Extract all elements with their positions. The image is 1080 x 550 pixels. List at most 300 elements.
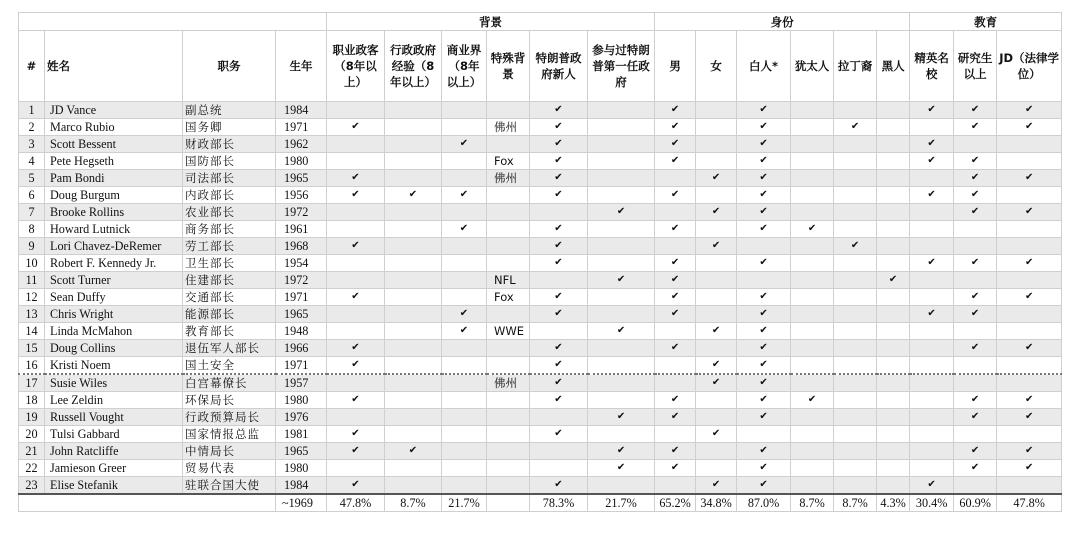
cell-black [877, 238, 910, 255]
cell-first-term-veteran [588, 221, 655, 238]
cell-jewish [791, 170, 834, 187]
cell-jd: ✔ [997, 170, 1062, 187]
cell-white: ✔ [737, 289, 791, 306]
cell-female [696, 102, 737, 119]
row-name: JD Vance [45, 102, 183, 119]
col-header-career-politician: 职业政客（8年以上） [327, 31, 385, 102]
cell-female [696, 340, 737, 357]
cell-jewish [791, 102, 834, 119]
cell-trump-newcomer: ✔ [530, 187, 588, 204]
cell-female: ✔ [696, 323, 737, 340]
row-birth-year: 1981 [276, 426, 327, 443]
cell-government-experience [385, 426, 442, 443]
cell-career-politician [327, 460, 385, 477]
cell-elite-school: ✔ [910, 153, 954, 170]
cell-graduate [954, 221, 997, 238]
cell-first-term-veteran [588, 357, 655, 375]
cell-special-background [487, 392, 530, 409]
cell-first-term-veteran [588, 187, 655, 204]
cell-trump-newcomer: ✔ [530, 357, 588, 375]
cell-black [877, 187, 910, 204]
cell-white: ✔ [737, 340, 791, 357]
cell-special-background [487, 477, 530, 495]
cell-special-background [487, 102, 530, 119]
cell-trump-newcomer: ✔ [530, 136, 588, 153]
cell-jewish [791, 426, 834, 443]
cell-black [877, 409, 910, 426]
cell-jd: ✔ [997, 119, 1062, 136]
cell-business [442, 426, 487, 443]
cell-career-politician: ✔ [327, 426, 385, 443]
table-row [19, 477, 1062, 495]
cell-elite-school: ✔ [910, 306, 954, 323]
row-name: Robert F. Kennedy Jr. [45, 255, 183, 272]
cell-male: ✔ [655, 460, 696, 477]
cell-black [877, 357, 910, 375]
total-trump-newcomer: 78.3% [530, 494, 588, 512]
cell-jd [997, 272, 1062, 289]
cell-white: ✔ [737, 153, 791, 170]
col-header-latino: 拉丁裔 [834, 31, 877, 102]
table-row [19, 340, 1062, 357]
cell-first-term-veteran: ✔ [588, 409, 655, 426]
col-header-male: 男 [655, 31, 696, 102]
cell-trump-newcomer: ✔ [530, 153, 588, 170]
cell-career-politician: ✔ [327, 357, 385, 375]
row-index: 23 [19, 477, 45, 495]
cell-jd: ✔ [997, 443, 1062, 460]
cell-elite-school [910, 426, 954, 443]
table-row [19, 426, 1062, 443]
cell-black [877, 102, 910, 119]
cell-female [696, 221, 737, 238]
row-name: Lori Chavez-DeRemer [45, 238, 183, 255]
cell-jd: ✔ [997, 204, 1062, 221]
totals-row [19, 494, 1062, 512]
cell-jewish [791, 340, 834, 357]
cell-career-politician [327, 306, 385, 323]
cell-career-politician: ✔ [327, 170, 385, 187]
cell-jewish [791, 204, 834, 221]
cell-special-background [487, 187, 530, 204]
cell-graduate: ✔ [954, 255, 997, 272]
cabinet-table [18, 12, 1062, 512]
cell-jewish [791, 374, 834, 392]
cell-white: ✔ [737, 443, 791, 460]
cell-female [696, 255, 737, 272]
cell-jd: ✔ [997, 460, 1062, 477]
cell-special-background [487, 426, 530, 443]
row-index: 6 [19, 187, 45, 204]
row-index: 3 [19, 136, 45, 153]
group-header-blank [19, 13, 327, 31]
row-birth-year: 1956 [276, 187, 327, 204]
cell-female [696, 443, 737, 460]
col-header-role: 职务 [183, 31, 276, 102]
row-birth-year: 1984 [276, 102, 327, 119]
cell-latino [834, 340, 877, 357]
row-name: Sean Duffy [45, 289, 183, 306]
cell-government-experience [385, 255, 442, 272]
total-avg-birth-year: ~1969 [276, 494, 327, 512]
cell-jd: ✔ [997, 392, 1062, 409]
row-index: 22 [19, 460, 45, 477]
cell-first-term-veteran [588, 136, 655, 153]
total-government-experience: 8.7% [385, 494, 442, 512]
cell-jd [997, 477, 1062, 495]
cell-special-background: 佛州 [487, 374, 530, 392]
row-index: 7 [19, 204, 45, 221]
cell-special-background: Fox [487, 153, 530, 170]
cell-jd [997, 153, 1062, 170]
cell-white: ✔ [737, 306, 791, 323]
cell-elite-school [910, 170, 954, 187]
cell-government-experience [385, 340, 442, 357]
row-index: 12 [19, 289, 45, 306]
row-birth-year: 1965 [276, 306, 327, 323]
row-birth-year: 1954 [276, 255, 327, 272]
total-career-politician: 47.8% [327, 494, 385, 512]
cell-first-term-veteran [588, 374, 655, 392]
row-index: 1 [19, 102, 45, 119]
cell-latino [834, 426, 877, 443]
cell-black [877, 119, 910, 136]
cell-trump-newcomer: ✔ [530, 170, 588, 187]
row-role: 财政部长 [183, 136, 276, 153]
cell-female [696, 136, 737, 153]
cell-female [696, 187, 737, 204]
cell-latino [834, 323, 877, 340]
row-name: Lee Zeldin [45, 392, 183, 409]
row-name: Linda McMahon [45, 323, 183, 340]
cell-jd [997, 238, 1062, 255]
row-name: Howard Lutnick [45, 221, 183, 238]
cell-first-term-veteran [588, 477, 655, 495]
cell-business [442, 477, 487, 495]
cell-male: ✔ [655, 272, 696, 289]
cell-black [877, 170, 910, 187]
row-birth-year: 1971 [276, 357, 327, 375]
cell-career-politician: ✔ [327, 119, 385, 136]
row-name: Scott Bessent [45, 136, 183, 153]
cell-career-politician [327, 221, 385, 238]
cell-female [696, 409, 737, 426]
cell-white: ✔ [737, 136, 791, 153]
cell-female: ✔ [696, 170, 737, 187]
row-index: 17 [19, 374, 45, 392]
cell-jewish [791, 357, 834, 375]
cell-special-background [487, 409, 530, 426]
cell-first-term-veteran [588, 426, 655, 443]
cell-white: ✔ [737, 187, 791, 204]
table-row [19, 204, 1062, 221]
row-role: 农业部长 [183, 204, 276, 221]
cell-latino [834, 357, 877, 375]
table-row [19, 289, 1062, 306]
row-role: 能源部长 [183, 306, 276, 323]
table-row [19, 221, 1062, 238]
cell-jd: ✔ [997, 102, 1062, 119]
table-row [19, 238, 1062, 255]
group-header-row [19, 13, 1062, 31]
cell-elite-school [910, 119, 954, 136]
cell-jewish [791, 255, 834, 272]
col-header-first-term-veteran: 参与过特朗普第一任政府 [588, 31, 655, 102]
cell-latino [834, 409, 877, 426]
cell-special-background [487, 443, 530, 460]
cell-career-politician [327, 272, 385, 289]
cell-government-experience [385, 136, 442, 153]
cell-special-background: 佛州 [487, 119, 530, 136]
cell-black [877, 426, 910, 443]
total-male: 65.2% [655, 494, 696, 512]
cell-trump-newcomer [530, 204, 588, 221]
cell-first-term-veteran [588, 102, 655, 119]
cell-female [696, 153, 737, 170]
cell-business [442, 102, 487, 119]
cell-elite-school [910, 357, 954, 375]
cell-business [442, 255, 487, 272]
cell-graduate: ✔ [954, 153, 997, 170]
cell-jd [997, 323, 1062, 340]
cell-white [737, 238, 791, 255]
cell-graduate: ✔ [954, 170, 997, 187]
total-white: 87.0% [737, 494, 791, 512]
cell-jd: ✔ [997, 409, 1062, 426]
total-jd: 47.8% [997, 494, 1062, 512]
cell-latino [834, 289, 877, 306]
row-name: Kristi Noem [45, 357, 183, 375]
cell-government-experience [385, 306, 442, 323]
cell-elite-school [910, 289, 954, 306]
row-role: 教育部长 [183, 323, 276, 340]
row-birth-year: 1957 [276, 374, 327, 392]
row-name: Doug Burgum [45, 187, 183, 204]
table-row [19, 460, 1062, 477]
row-birth-year: 1984 [276, 477, 327, 495]
cell-first-term-veteran [588, 392, 655, 409]
cell-jewish: ✔ [791, 392, 834, 409]
cell-jd: ✔ [997, 289, 1062, 306]
cell-first-term-veteran [588, 119, 655, 136]
cell-latino [834, 187, 877, 204]
row-role: 司法部长 [183, 170, 276, 187]
cell-white: ✔ [737, 460, 791, 477]
total-business: 21.7% [442, 494, 487, 512]
table-row [19, 136, 1062, 153]
cell-jewish [791, 238, 834, 255]
row-name: Doug Collins [45, 340, 183, 357]
row-birth-year: 1972 [276, 204, 327, 221]
cell-jd [997, 426, 1062, 443]
row-role: 行政预算局长 [183, 409, 276, 426]
cell-government-experience [385, 153, 442, 170]
cell-white: ✔ [737, 170, 791, 187]
cell-white: ✔ [737, 255, 791, 272]
cell-special-background [487, 306, 530, 323]
cell-latino [834, 392, 877, 409]
totals-blank [19, 494, 276, 512]
cell-male [655, 204, 696, 221]
cell-male [655, 426, 696, 443]
row-name: Brooke Rollins [45, 204, 183, 221]
cell-trump-newcomer: ✔ [530, 392, 588, 409]
row-birth-year: 1965 [276, 170, 327, 187]
cell-jd: ✔ [997, 255, 1062, 272]
cell-graduate [954, 136, 997, 153]
cell-latino [834, 306, 877, 323]
cell-jewish [791, 460, 834, 477]
cell-black [877, 323, 910, 340]
row-birth-year: 1980 [276, 460, 327, 477]
cell-white [737, 272, 791, 289]
cell-elite-school [910, 374, 954, 392]
cell-jewish [791, 409, 834, 426]
cell-jewish [791, 136, 834, 153]
cell-graduate: ✔ [954, 460, 997, 477]
cell-government-experience [385, 119, 442, 136]
cell-black [877, 392, 910, 409]
cell-first-term-veteran [588, 238, 655, 255]
cell-male: ✔ [655, 289, 696, 306]
cell-trump-newcomer: ✔ [530, 340, 588, 357]
cell-trump-newcomer: ✔ [530, 221, 588, 238]
cell-latino [834, 477, 877, 495]
cell-first-term-veteran [588, 170, 655, 187]
cell-trump-newcomer: ✔ [530, 426, 588, 443]
row-index: 8 [19, 221, 45, 238]
table-row [19, 187, 1062, 204]
table-row [19, 357, 1062, 375]
row-role: 驻联合国大使 [183, 477, 276, 495]
col-header-female: 女 [696, 31, 737, 102]
cell-government-experience [385, 102, 442, 119]
row-index: 18 [19, 392, 45, 409]
cell-black [877, 443, 910, 460]
cell-business [442, 374, 487, 392]
cell-business [442, 289, 487, 306]
cell-graduate: ✔ [954, 409, 997, 426]
cell-graduate [954, 477, 997, 495]
cell-jd [997, 306, 1062, 323]
cell-business: ✔ [442, 221, 487, 238]
cell-business [442, 460, 487, 477]
cell-male [655, 323, 696, 340]
cell-trump-newcomer: ✔ [530, 255, 588, 272]
cell-career-politician: ✔ [327, 477, 385, 495]
cell-white: ✔ [737, 477, 791, 495]
cell-first-term-veteran [588, 255, 655, 272]
cell-government-experience [385, 409, 442, 426]
cell-white: ✔ [737, 221, 791, 238]
cell-black [877, 374, 910, 392]
row-birth-year: 1976 [276, 409, 327, 426]
cell-female: ✔ [696, 204, 737, 221]
cell-white: ✔ [737, 102, 791, 119]
cell-female [696, 460, 737, 477]
cell-black [877, 255, 910, 272]
cell-male: ✔ [655, 409, 696, 426]
cell-career-politician [327, 255, 385, 272]
cell-business [442, 340, 487, 357]
cell-career-politician: ✔ [327, 238, 385, 255]
cell-latino [834, 374, 877, 392]
cell-career-politician: ✔ [327, 289, 385, 306]
cell-white: ✔ [737, 409, 791, 426]
cell-female [696, 289, 737, 306]
cell-latino [834, 460, 877, 477]
row-role: 劳工部长 [183, 238, 276, 255]
cell-black [877, 306, 910, 323]
cell-female: ✔ [696, 357, 737, 375]
row-index: 21 [19, 443, 45, 460]
cell-career-politician [327, 102, 385, 119]
cell-male: ✔ [655, 119, 696, 136]
cell-trump-newcomer [530, 409, 588, 426]
cell-jewish [791, 153, 834, 170]
col-header-birth-year: 生年 [276, 31, 327, 102]
total-jewish: 8.7% [791, 494, 834, 512]
row-birth-year: 1972 [276, 272, 327, 289]
cell-male: ✔ [655, 306, 696, 323]
row-birth-year: 1971 [276, 289, 327, 306]
cell-business [442, 392, 487, 409]
cell-special-background [487, 204, 530, 221]
cell-business [442, 409, 487, 426]
cell-black [877, 460, 910, 477]
cell-jd [997, 357, 1062, 375]
cell-male: ✔ [655, 443, 696, 460]
cell-business [442, 204, 487, 221]
table-row [19, 306, 1062, 323]
cell-female: ✔ [696, 477, 737, 495]
row-name: Jamieson Greer [45, 460, 183, 477]
cell-first-term-veteran: ✔ [588, 204, 655, 221]
col-header-special-background: 特殊背景 [487, 31, 530, 102]
cell-first-term-veteran: ✔ [588, 323, 655, 340]
cell-business [442, 170, 487, 187]
cell-career-politician: ✔ [327, 187, 385, 204]
row-name: Pete Hegseth [45, 153, 183, 170]
row-name: Tulsi Gabbard [45, 426, 183, 443]
row-index: 19 [19, 409, 45, 426]
cell-career-politician [327, 374, 385, 392]
row-name: Russell Vought [45, 409, 183, 426]
cell-graduate [954, 374, 997, 392]
row-index: 15 [19, 340, 45, 357]
cell-jewish [791, 272, 834, 289]
cell-first-term-veteran: ✔ [588, 443, 655, 460]
cell-female [696, 392, 737, 409]
cell-latino [834, 170, 877, 187]
row-role: 交通部长 [183, 289, 276, 306]
col-header-government-experience: 行政政府经验（8年以上） [385, 31, 442, 102]
row-index: 9 [19, 238, 45, 255]
cell-jd [997, 374, 1062, 392]
row-role: 住建部长 [183, 272, 276, 289]
cell-female: ✔ [696, 374, 737, 392]
cell-graduate [954, 272, 997, 289]
cell-latino [834, 221, 877, 238]
row-role: 环保局长 [183, 392, 276, 409]
col-header-elite-school: 精英名校 [910, 31, 954, 102]
total-graduate: 60.9% [954, 494, 997, 512]
cell-elite-school [910, 409, 954, 426]
cell-trump-newcomer: ✔ [530, 102, 588, 119]
cell-male [655, 374, 696, 392]
cell-elite-school [910, 221, 954, 238]
cell-latino [834, 102, 877, 119]
